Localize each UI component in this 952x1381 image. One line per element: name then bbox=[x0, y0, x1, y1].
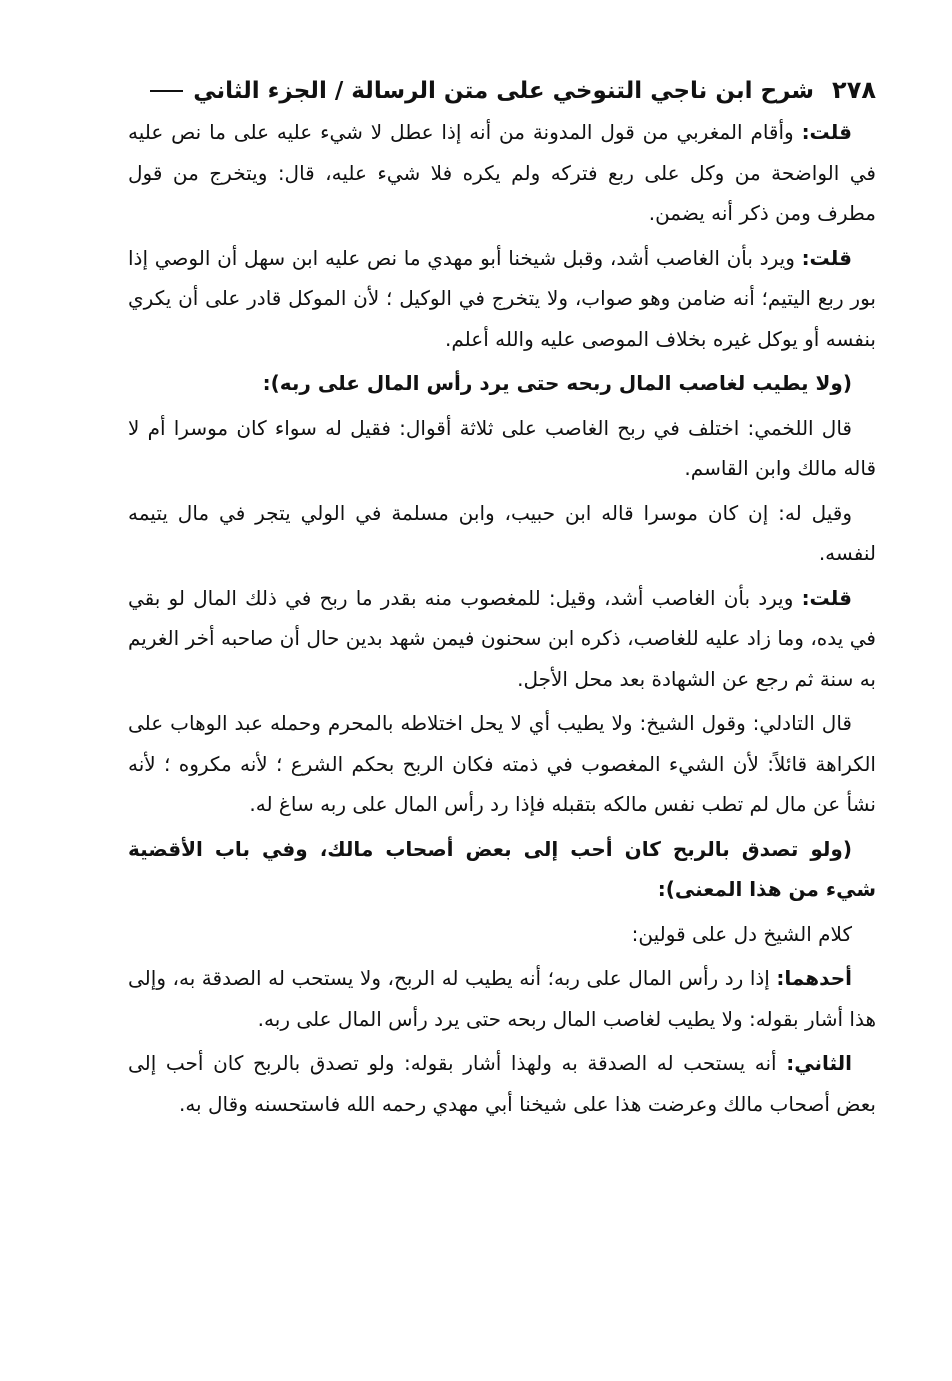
paragraph-text: كلام الشيخ دل على قولين: bbox=[631, 921, 852, 946]
paragraph-text: قال اللخمي: اختلف في ربح الغاصب على ثلاثة أقوال: فقيل له سواء كان موسرا أم لا قاله مالك وابن القاسم. bbox=[128, 415, 876, 480]
paragraph bbox=[128, 703, 876, 825]
paragraph-text: أنه يستحب له الصدقة به ولهذا أشار بقوله: ولو تصدق بالربح كان أحب إلى بعض أصحاب مالك وعرضت هذا على شيخنا أبي مهدي رحمه الله فاستحسنه وقال به. bbox=[128, 1051, 876, 1116]
paragraph-lead: قلت: bbox=[801, 120, 852, 144]
paragraph bbox=[128, 408, 876, 489]
header-rule bbox=[150, 90, 183, 92]
page-body bbox=[128, 112, 876, 1124]
paragraph bbox=[128, 238, 876, 360]
paragraph bbox=[128, 493, 876, 574]
paragraph bbox=[128, 112, 876, 234]
page-number: ٢٧٨ bbox=[832, 76, 876, 104]
paragraph-text: (ولا يطيب لغاصب المال ربحه حتى يرد رأس المال على ربه): bbox=[262, 371, 852, 395]
paragraph-lead: قلت: bbox=[801, 245, 852, 270]
running-title: شرح ابن ناجي التنوخي على متن الرسالة / الجزء الثاني bbox=[193, 78, 815, 104]
quoted-matn bbox=[128, 829, 876, 910]
paragraph-text: وقيل له: إن كان موسرا قاله ابن حبيب، وابن مسلمة في الولي يتجر في مال يتيمه لنفسه. bbox=[128, 500, 876, 565]
quoted-matn bbox=[128, 363, 876, 404]
paragraph-lead: الثاني: bbox=[786, 1051, 852, 1075]
paragraph bbox=[128, 1043, 876, 1124]
paragraph-text: وأقام المغربي من قول المدونة من أنه إذا عطل لا شيء عليه على ما نص عليه في الواضحة من وكل على ربع فتركه ولم يكره فلا شيء عليه، قال: ويتخرج من قول مطرف ومن ذكر أنه يضمن. bbox=[128, 120, 876, 225]
paragraph bbox=[128, 958, 876, 1039]
paragraph-lead: أحدهما: bbox=[776, 966, 852, 990]
paragraph-text: ويرد بأن الغاصب أشد، وقيل: للمغصوب منه بقدر ما ربح في ذلك المال لو بقي في يده، وما زاد عليه للغاصب، ذكره ابن سحنون فيمن شهد بدين حال أن صاحبه أخر الغريم به سنة ثم رجع عن الشهادة بعد محل الأجل. bbox=[128, 585, 876, 691]
paragraph bbox=[128, 914, 876, 955]
paragraph-lead: قلت: bbox=[801, 585, 852, 610]
page-header bbox=[128, 58, 876, 104]
paragraph-text: ويرد بأن الغاصب أشد، وقبل شيخنا أبو مهدي ما نص عليه ابن سهل أن الوصي إذا بور ربع اليتيم؛ أنه ضامن وهو صواب، ولا يتخرج في الوكيل ؛ لأن الموكل قادر على أن يكري بنفسه أو يوكل غيره بخلاف الموصى عليه والله أعلم. bbox=[128, 245, 876, 351]
paragraph-text: (ولو تصدق بالربح كان أحب إلى بعض أصحاب مالك، وفي باب الأقضية شيء من هذا المعنى): bbox=[128, 836, 876, 901]
paragraph bbox=[128, 578, 876, 700]
paragraph-text: قال التادلي: وقول الشيخ: ولا يطيب أي لا يحل اختلاطه بالمحرم وحمله عبد الوهاب على الكراهة قائلاً: لأن الشيء المغصوب في ذمته فكان الربح بحكم الشرع ؛ لأنه مكروه ؛ لأنه نشأ عن مال لم تطب نفس مالكه بتقبله فإذا رد رأس المال على ربه ساغ له. bbox=[128, 711, 876, 816]
paragraph-text: إذا رد رأس المال على ربه؛ أنه يطيب له الربح، ولا يستحب له الصدقة به، وإلى هذا أشار بقوله: ولا يطيب لغاصب المال ربحه حتى يرد رأس المال على ربه. bbox=[128, 966, 876, 1031]
